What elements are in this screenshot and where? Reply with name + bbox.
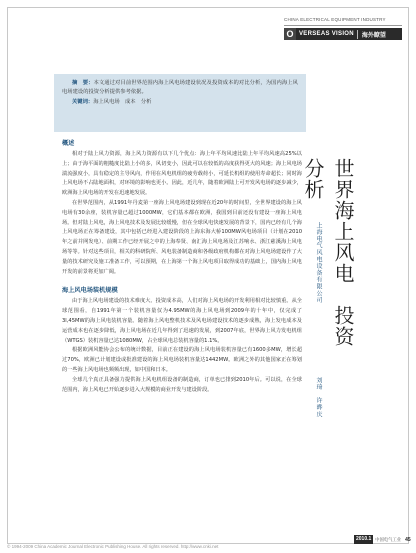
journal-chinese-name: 中国电气工业 — [375, 537, 402, 543]
page-footer-tag — [354, 535, 412, 544]
journal-page — [7, 7, 409, 544]
keywords-line — [62, 98, 298, 107]
paragraph-1: 相对于陆上风力资源，海上风力资源有以下几个优点：海上年平均风速比陆上年平均风速高25%以上；由于海平面的粗糙度比陆上小的多，风切变小，因此可以在较低的高度获得更大的风速；海上风电场湍流强度小，具有稳定的主导风向，作用在风电机组的疲劳载荷小，可延长机组的使用寿命超长；同时海上风电场不占陆地面积，对环境的影响也更小。因此，近几年，随着欧洲陆上可开发风电场的逐步减少，欧洲海上风电场的开发在迅速地发展。 — [62, 151, 302, 197]
keywords-label: 关键词： — [72, 98, 94, 105]
copyright-line: © 1994-2009 China Academic Journal Electronic Publishing House. All rights reserved. http://www.cnki.net — [7, 544, 219, 549]
body-column — [62, 138, 302, 395]
issue-number: 2010.1 — [356, 536, 372, 542]
section-heading-capacity: 海上风电场装机规模 — [62, 287, 118, 295]
section-o-letter: O — [284, 28, 296, 40]
abstract-paragraph — [62, 79, 298, 98]
section-heading-overview: 概述 — [62, 140, 75, 147]
author-affiliation: 上海电气风电设备有限公司 — [315, 222, 322, 304]
article-title: 世界海上风电 投资分析 — [301, 158, 355, 347]
paragraph-4: 根据欧洲风能协会公布的统计数据，目前正在建设的海上风电场装机容量已有1600多MW，增长超过70%，欧洲已计划建设或批准建设的海上风电场装机容量达1442MW。欧洲之外的其他国家正在筹划的一些海上风电场也频频出现，如中国和日本。 — [62, 347, 302, 373]
journal-english-name: CHINA ELECTRICAL EQUIPMENT INDUSTRY — [284, 17, 386, 22]
page-number: 45 — [405, 536, 411, 543]
abstract-label: 摘 要： — [72, 80, 94, 86]
paragraph-2: 在世界范围内，从1991年丹麦第一座海上风电场建设到现在近20年的时间里，全世界建设的海上风电场有30余座，装机容量已超过1000MW，它们基本都在欧洲，我国到目前还没有建设一座海上风电场。但对陆上风电，海上风电技术及发展比较缓慢，但在全球风电快速发展的背景下，国内已经有几个海上风电场正在筹备建设，其中包括已经进入建设阶段的上海东海大桥100MW风电场项目（计划在2010年之前并网发电）、前期工作已经开展之中的上海奉贤、南汇海上风电场及江苏响水、浙江慈溪海上风电场等等。针对这些项目，相关的科研院所、风电装备制造商和各级政府机构都在对海上风电场建设作了大量的技术研究及施工准备工作，可以预期，在上海第一个海上风电项目取得成功的基础上，国内海上风电开发的前景将更加广阔。 — [62, 199, 302, 275]
paragraph-3: 由于海上风电场建设的技术难度大、投资成本高，人们对海上风电场的开发利用相对比较慎重。从全球范围看，自1991年第一个装机容量仅为4.95MW的海上风电场到2009年的十年中，仅完成了3l,45MW的海上风电装机容量。随着海上风电整机技术及风电场建设技术的逐步成熟，海上发电成本及运营成本也在逐步降低，海上风电场在近几年得到了迅速的发展，到2007年底，世界海上风力发电机组（WTGS）装机容量已达1080MW，占全球风电总装机容量的1.1%。 — [62, 298, 302, 344]
author-names: 刘琦 许晔庆 — [315, 377, 322, 418]
paragraph-5: 全球几个真正具备强力提供海上风电机组设备的制造商，订单也已排到2010年后。可以说，在全球范围内，海上风电已开始逐步进入大规模的商业开发与建设阶段。 — [62, 376, 302, 393]
abstract-box — [54, 74, 306, 132]
section-name-english: VERSEAS VISION — [299, 31, 354, 37]
section-name-chinese: 海外瞭望 — [357, 30, 386, 39]
keywords-text: 海上风电场 成本 分析 — [93, 98, 152, 105]
section-header — [284, 28, 402, 40]
abstract-text: 本文通过对目前世界范围内海上风电场建设状况及投资成本的对比分析，为国内海上风电场建设的投资分析提供参考依据。 — [62, 80, 298, 96]
header-divider — [284, 25, 402, 26]
